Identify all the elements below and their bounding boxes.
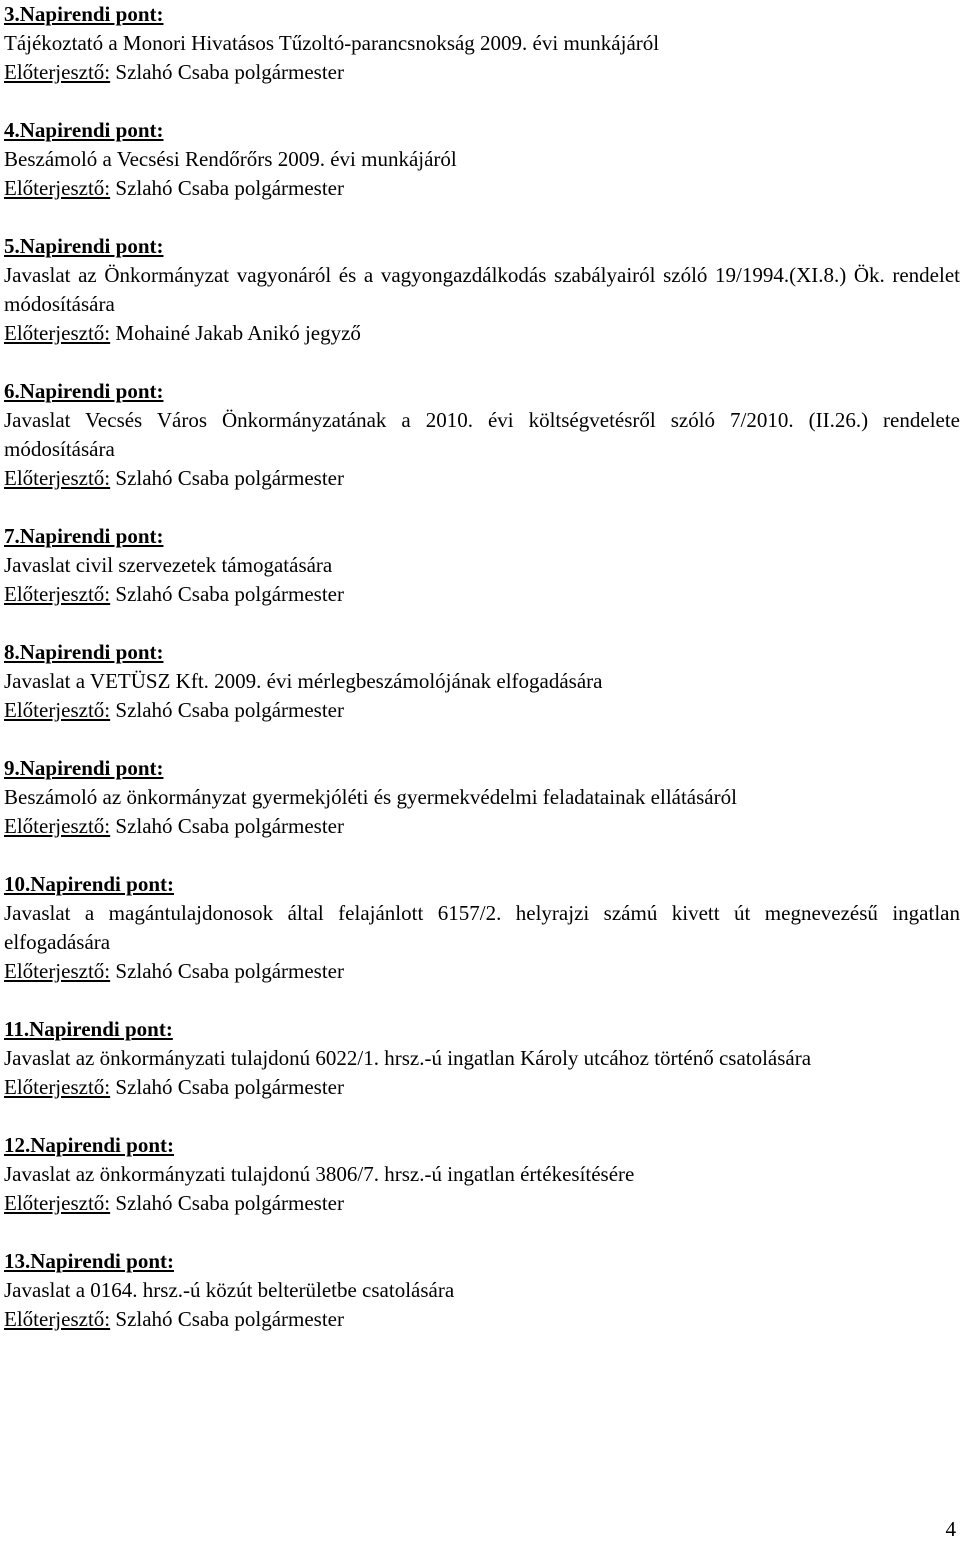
agenda-presenter bbox=[4, 812, 960, 841]
presenter-name: Szlahó Csaba polgármester bbox=[115, 959, 344, 983]
agenda-text: Javaslat az önkormányzati tulajdonú 6022/1. hrsz.-ú ingatlan Károly utcához történő csatolására bbox=[4, 1046, 812, 1070]
agenda-heading: 12.Napirendi pont: bbox=[4, 1133, 174, 1157]
agenda-item-7 bbox=[4, 522, 960, 609]
agenda-heading: 8.Napirendi pont: bbox=[4, 640, 164, 664]
agenda-heading: 7.Napirendi pont: bbox=[4, 524, 164, 548]
agenda-text: Tájékoztató a Monori Hivatásos Tűzoltó-parancsnokság 2009. évi munkájáról bbox=[4, 31, 660, 55]
agenda-presenter bbox=[4, 696, 960, 725]
presenter-label: Előterjesztő: bbox=[4, 959, 111, 983]
presenter-label: Előterjesztő: bbox=[4, 814, 111, 838]
agenda-presenter bbox=[4, 1189, 960, 1218]
agenda-text: Javaslat az önkormányzati tulajdonú 3806/7. hrsz.-ú ingatlan értékesítésére bbox=[4, 1162, 635, 1186]
agenda-item-9 bbox=[4, 754, 960, 841]
presenter-label: Előterjesztő: bbox=[4, 1307, 111, 1331]
agenda-text: Beszámoló az önkormányzat gyermekjóléti és gyermekvédelmi feladatainak ellátásáról bbox=[4, 785, 737, 809]
agenda-item-10 bbox=[4, 870, 960, 986]
presenter-label: Előterjesztő: bbox=[4, 176, 111, 200]
agenda-item-12 bbox=[4, 1131, 960, 1218]
agenda-heading: 3.Napirendi pont: bbox=[4, 2, 164, 26]
presenter-label: Előterjesztő: bbox=[4, 60, 111, 84]
agenda-heading: 4.Napirendi pont: bbox=[4, 118, 164, 142]
agenda-text: Javaslat a magántulajdonosok által felajánlott 6157/2. helyrajzi számú kivett út megnevezésű ingatlan elfogadására bbox=[4, 901, 960, 954]
agenda-presenter bbox=[4, 580, 960, 609]
agenda-item-6 bbox=[4, 377, 960, 493]
presenter-label: Előterjesztő: bbox=[4, 698, 111, 722]
agenda-text: Javaslat az Önkormányzat vagyonáról és a vagyongazdálkodás szabályairól szóló 19/1994.(XI.8.) Ök. rendelet módosítására bbox=[4, 263, 960, 316]
agenda-presenter bbox=[4, 58, 960, 87]
agenda-presenter bbox=[4, 1305, 960, 1334]
agenda-heading: 6.Napirendi pont: bbox=[4, 379, 164, 403]
agenda-text: Beszámoló a Vecsési Rendőrőrs 2009. évi munkájáról bbox=[4, 147, 457, 171]
agenda-heading: 11.Napirendi pont: bbox=[4, 1017, 173, 1041]
presenter-name: Szlahó Csaba polgármester bbox=[115, 698, 344, 722]
presenter-label: Előterjesztő: bbox=[4, 466, 111, 490]
agenda-presenter bbox=[4, 319, 960, 348]
presenter-name: Szlahó Csaba polgármester bbox=[115, 1075, 344, 1099]
agenda-item-5 bbox=[4, 232, 960, 348]
agenda-text: Javaslat civil szervezetek támogatására bbox=[4, 553, 333, 577]
presenter-name: Szlahó Csaba polgármester bbox=[115, 60, 344, 84]
presenter-label: Előterjesztő: bbox=[4, 1191, 111, 1215]
presenter-label: Előterjesztő: bbox=[4, 321, 111, 345]
agenda-heading: 5.Napirendi pont: bbox=[4, 234, 164, 258]
agenda-text: Javaslat a 0164. hrsz.-ú közút belterületbe csatolására bbox=[4, 1278, 455, 1302]
agenda-item-3 bbox=[4, 0, 960, 87]
agenda-heading: 13.Napirendi pont: bbox=[4, 1249, 174, 1273]
presenter-name: Szlahó Csaba polgármester bbox=[115, 814, 344, 838]
agenda-presenter bbox=[4, 1073, 960, 1102]
presenter-name: Szlahó Csaba polgármester bbox=[115, 176, 344, 200]
agenda-presenter bbox=[4, 957, 960, 986]
presenter-label: Előterjesztő: bbox=[4, 1075, 111, 1099]
agenda-item-11 bbox=[4, 1015, 960, 1102]
page-number: 4 bbox=[945, 1517, 956, 1541]
agenda-presenter bbox=[4, 464, 960, 493]
agenda-heading: 9.Napirendi pont: bbox=[4, 756, 164, 780]
agenda-presenter bbox=[4, 174, 960, 203]
agenda-item-4 bbox=[4, 116, 960, 203]
agenda-heading: 10.Napirendi pont: bbox=[4, 872, 174, 896]
agenda-text: Javaslat Vecsés Város Önkormányzatának a 2010. évi költségvetésről szóló 7/2010. (II.26.) rendelete módosítására bbox=[4, 408, 960, 461]
presenter-name: Szlahó Csaba polgármester bbox=[115, 582, 344, 606]
presenter-label: Előterjesztő: bbox=[4, 582, 111, 606]
agenda-text: Javaslat a VETÜSZ Kft. 2009. évi mérlegbeszámolójának elfogadására bbox=[4, 669, 603, 693]
agenda-item-13 bbox=[4, 1247, 960, 1334]
agenda-item-8 bbox=[4, 638, 960, 725]
presenter-name: Szlahó Csaba polgármester bbox=[115, 466, 344, 490]
presenter-name: Mohainé Jakab Anikó jegyző bbox=[115, 321, 361, 345]
presenter-name: Szlahó Csaba polgármester bbox=[115, 1307, 344, 1331]
agenda-list bbox=[4, 0, 960, 1363]
presenter-name: Szlahó Csaba polgármester bbox=[115, 1191, 344, 1215]
